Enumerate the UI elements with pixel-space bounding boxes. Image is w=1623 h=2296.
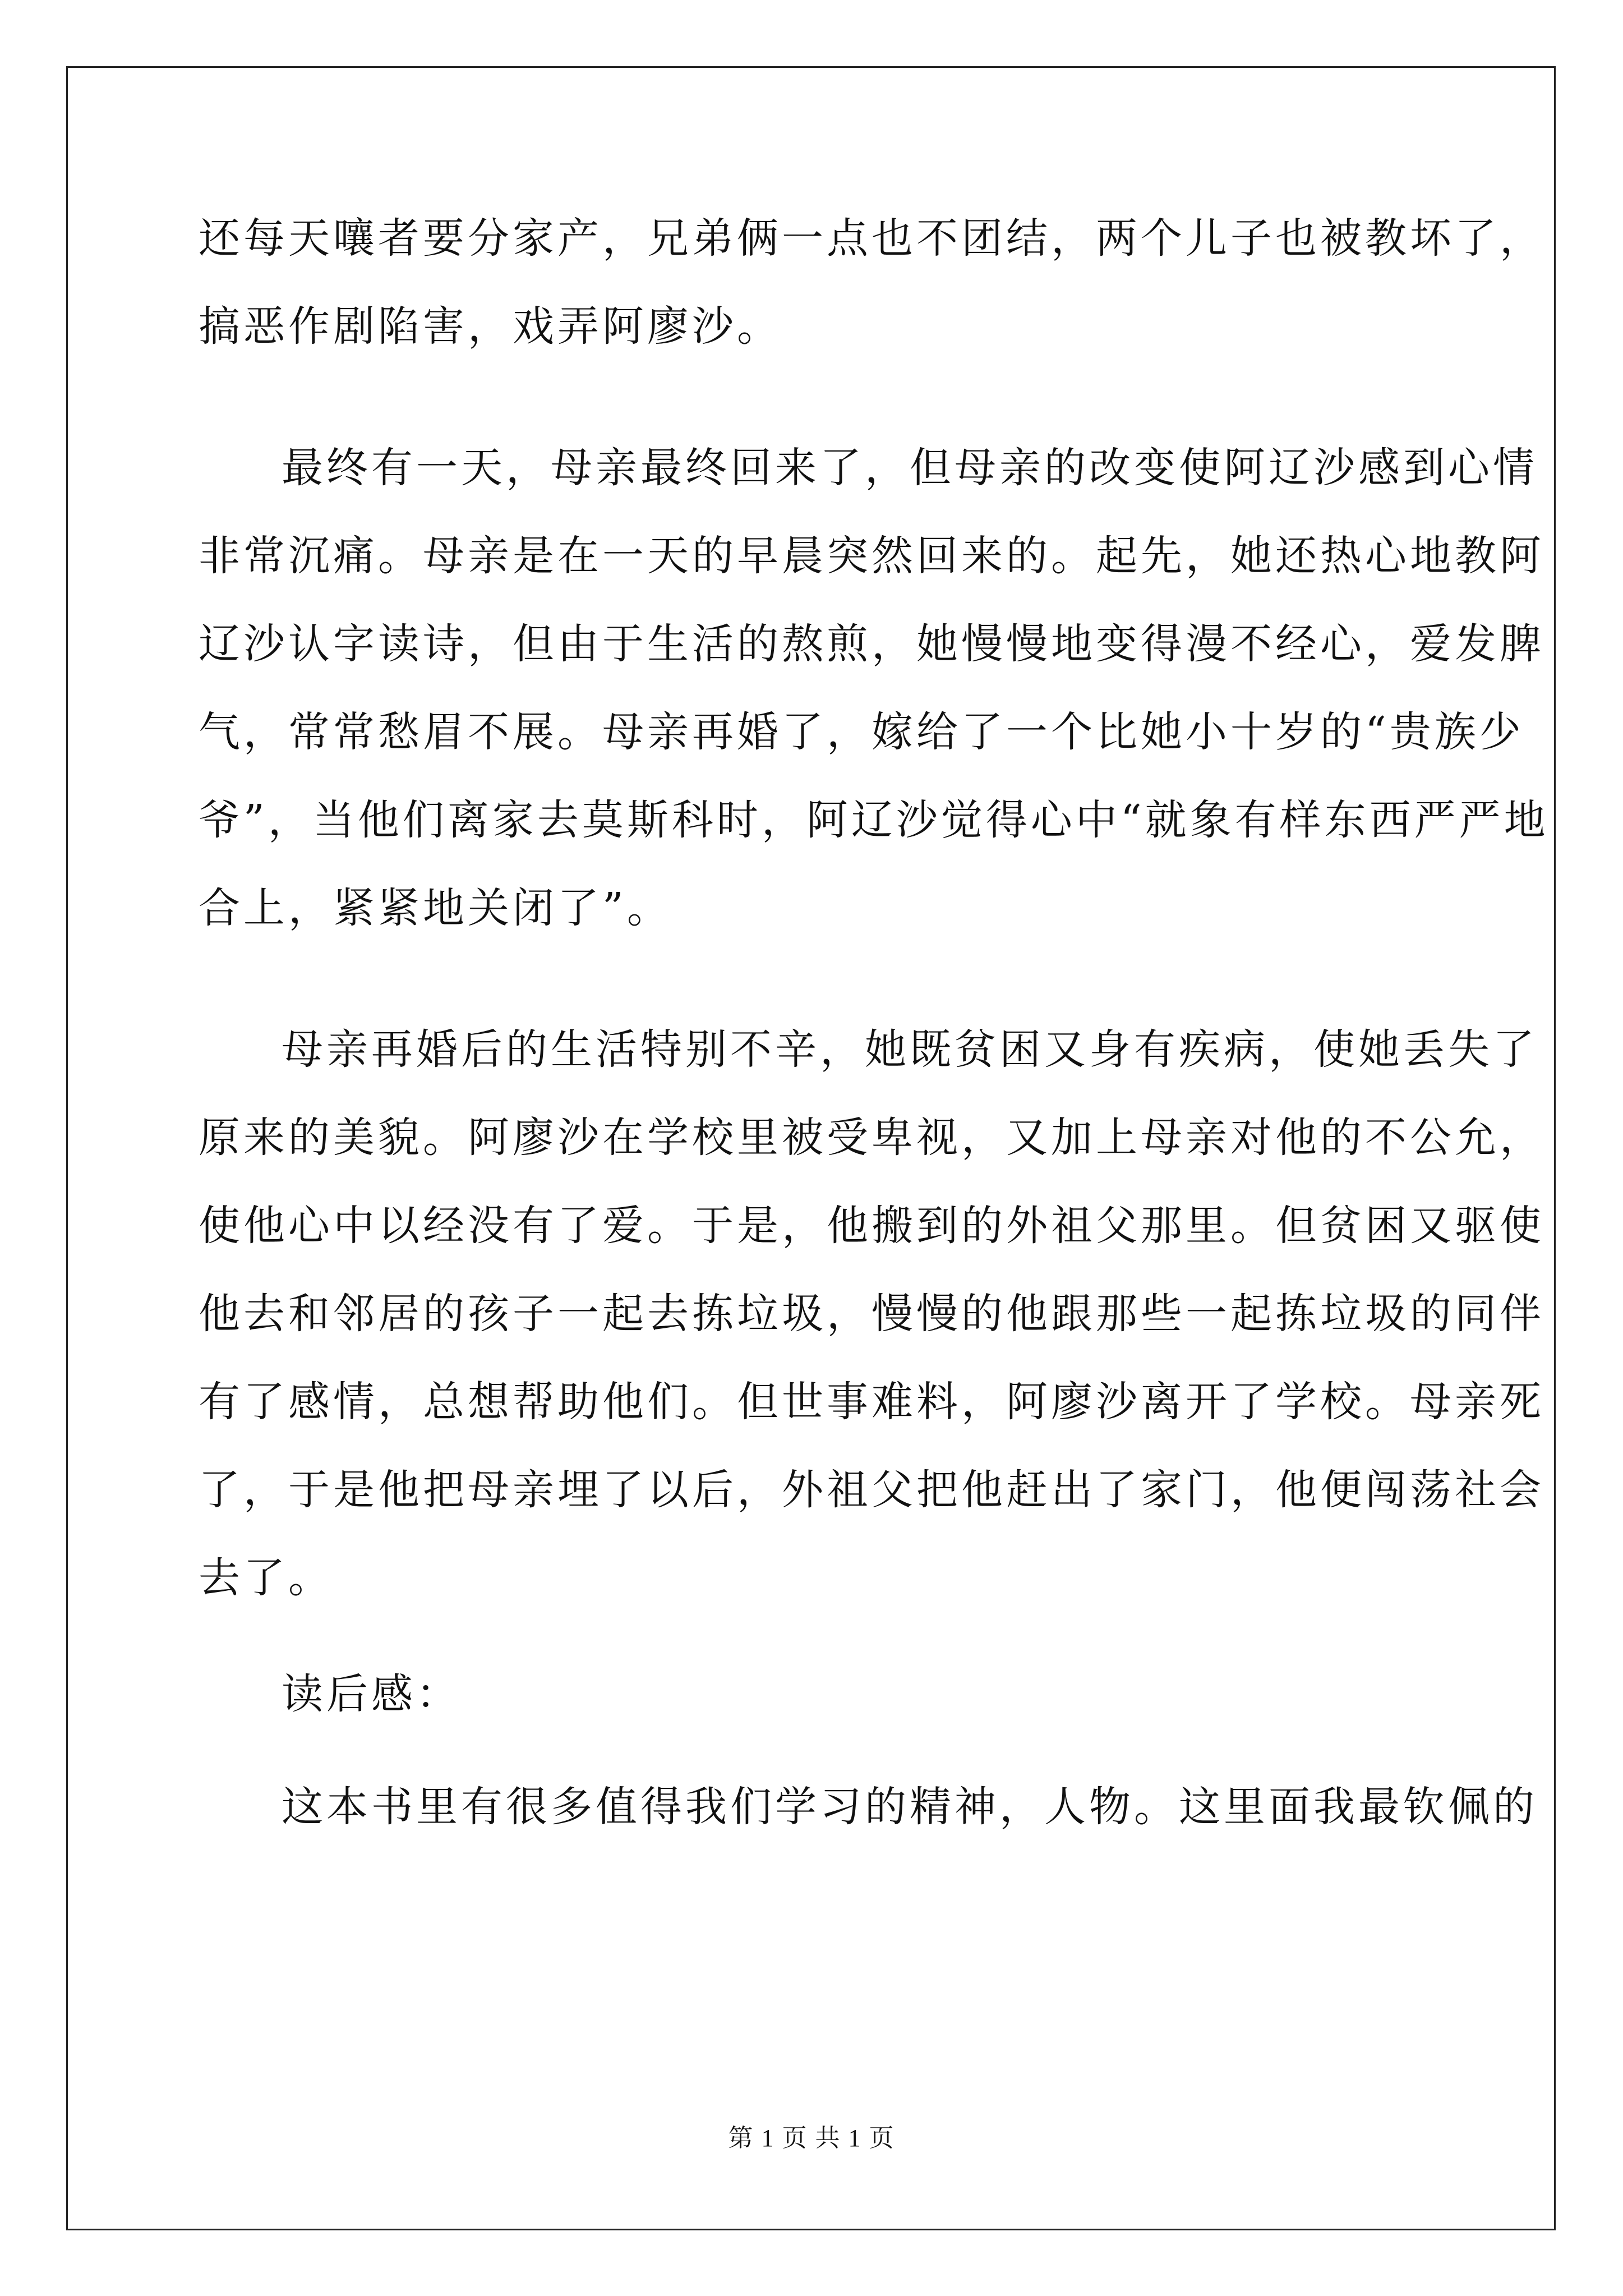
page-footer: 第 1 页 共 1 页 [728, 2124, 895, 2152]
text-line: 有了感情，总想帮助他们。但世事难料，阿廖沙离开了学校。母亲死 [199, 1378, 1544, 1426]
text-line: 气，常常愁眉不展。母亲再婚了，嫁给了一个比她小十岁的“贵族少 [199, 708, 1524, 756]
paragraph-start: 母亲再婚后的生活特别不辛，她既贫困又身有疾病，使她丢失了 [282, 1025, 1538, 1074]
section-heading: 读后感： [282, 1670, 461, 1718]
text-line: 搞恶作剧陷害，戏弄阿廖沙。 [199, 302, 782, 351]
text-line: 原来的美貌。阿廖沙在学校里被受卑视，又加上母亲对他的不公允， [199, 1114, 1544, 1162]
text-line: 了，于是他把母亲埋了以后，外祖父把他赶出了家门，他便闯荡社会 [199, 1466, 1544, 1514]
text-line: 他去和邻居的孩子一起去拣垃圾，慢慢的他跟那些一起拣垃圾的同伴 [199, 1290, 1544, 1338]
paragraph-start: 最终有一天，母亲最终回来了，但母亲的改变使阿辽沙感到心情 [282, 444, 1538, 492]
text-line: 辽沙认字读诗，但由于生活的熬煎，她慢慢地变得漫不经心，爱发脾 [199, 620, 1544, 668]
text-line: 非常沉痛。母亲是在一天的早晨突然回来的。起先，她还热心地教阿 [199, 532, 1544, 580]
text-line: 还每天嚷者要分家产，兄弟俩一点也不团结，两个儿子也被教坏了， [199, 214, 1544, 263]
text-line: 使他心中以经没有了爱。于是，他搬到的外祖父那里。但贫困又驱使 [199, 1202, 1544, 1250]
text-line: 爷”，当他们离家去莫斯科时，阿辽沙觉得心中“就象有样东西严严地 [199, 796, 1549, 844]
text-line: 去了。 [199, 1554, 333, 1602]
text-line: 合上，紧紧地关闭了”。 [199, 884, 672, 932]
paragraph-start: 这本书里有很多值得我们学习的精神，人物。这里面我最钦佩的 [282, 1783, 1538, 1831]
